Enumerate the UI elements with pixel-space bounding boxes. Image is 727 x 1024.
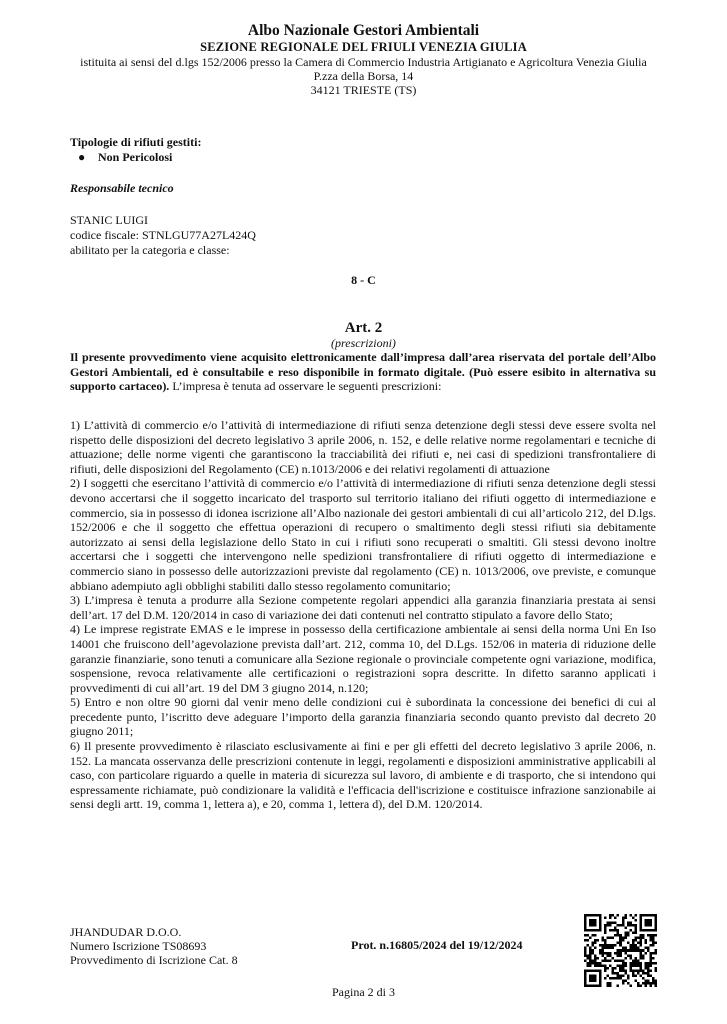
footer-registration: Numero Iscrizione TS08693 — [70, 939, 207, 954]
article-intro-bold: Il presente provvedimento viene acquisito elettronicamente dall’impresa dall’area riservata del portale dell’Albo Gestori Ambientali, ed è consultabile e reso disponibile in formato digitale. (Può essere esibito in alternativa su supporto cartaceo). — [70, 350, 656, 394]
prescription-item: 6) Il presente provvedimento è rilasciato esclusivamente ai fini e per gli effetti del decreto legislativo 3 aprile 2006, n. 152. La mancata osservanza delle prescrizioni contenute in leggi, regolamenti e disposizioni amministrative applicabili al caso, con particolare riguardo a quelle in materia di sicurezza sul lavoro, di ambiente e di trasporto, che si intendono qui espressamente richiamate, può condizionare la validità e l'efficacia dell'iscrizione e costituisce infrazione sanzionabile ai sensi degli artt. 19, comma 1, lettera a), e 20, comma 1, lettera d), del D.M. 120/2014. — [70, 739, 656, 812]
prescription-item: 2) I soggetti che esercitano l’attività di commercio e/o l’attività di intermediazione di rifiuti senza detenzione degli stessi devono accertarsi che il soggetto incaricato del trasporto sul territorio italiano dei rifiuti oggetto di intermediazione e commercio, sia in possesso di idonea iscrizione all’Albo nazionale dei gestori ambientali di cui all’articolo 212, del D.lgs. 152/2006 e che il soggetto che effettua operazioni di recupero o smaltimento degli stessi rifiuti sia debitamente autorizzato ai sensi della legislazione dello Stato in cui i rifiuti sono recuperati o smaltiti. Gli stessi devono inoltre accertarsi che i soggetti che intervengono nelle spedizioni transfrontaliere di rifiuti oggetto di intermediazione e commercio siano in possesso delle autorizzazioni previste dal regolamento (CE) n. 1013/2006, ove previste, e comunque abbiano adempiuto agli obblighi stabiliti dallo stesso regolamento comunitario; — [70, 476, 656, 593]
page-number: Pagina 2 di 3 — [332, 985, 395, 999]
footer-company-block — [70, 925, 238, 968]
header-street: P.zza della Borsa, 14 — [313, 69, 414, 83]
technical-tax-code: codice fiscale: STNLGU77A27L424Q — [70, 228, 256, 242]
header-section: SEZIONE REGIONALE DEL FRIULI VENEZIA GIULIA — [200, 40, 527, 54]
prescription-item: 4) Le imprese registrate EMAS e le imprese in possesso della certificazione ambientale ai sensi della norma Uni En Iso 14001 che fruiscono dell’agevolazione prevista dall’art. 212, comma 10, del D.Lgs. 152/06 in materia di riduzione delle garanzie finanziarie, sono tenuti a comunicare alla Sezione regionale o provinciale competente ogni variazione, modifica, sospensione, revoca relativamente alle certificazioni o registrazioni sopra descritte. In difetto saranno applicati i provvedimenti di cui all’art. 19 del DM 3 giugno 2014, n.120; — [70, 622, 656, 695]
prescription-item: 5) Entro e non oltre 90 giorni dal venir meno delle condizioni cui è subordinata la concessione dei benefici di cui al precedente punto, l’iscritto deve adeguare l’importo della garanzia finanziaria secondo quanto previsto dal decreto 20 giugno 2011; — [70, 695, 656, 739]
header-institution: istituita ai sensi del d.lgs 152/2006 presso la Camera di Commercio Industria Artigianato e Agricoltura Venezia Giulia — [80, 55, 647, 69]
technical-heading: Responsabile tecnico — [70, 181, 174, 195]
category-class: 8 - C — [351, 273, 376, 287]
header-city: 34121 TRIESTE (TS) — [310, 83, 417, 97]
article-intro-rest: L’impresa è tenuta ad osservare le seguenti prescrizioni: — [169, 379, 442, 394]
header-title: Albo Nazionale Gestori Ambientali — [247, 22, 480, 39]
qr-code-icon — [584, 914, 657, 987]
article-subtitle: (prescrizioni) — [331, 336, 396, 350]
prescription-item: 3) L’impresa è tenuta a produrre alla Sezione competente regolari appendici alla garanzia finanziaria prestata ai sensi dell’art. 17 del D.M. 120/2014 in caso di variazione dei dati contenuti nel contratto stipulato a favore dello Stato; — [70, 593, 656, 622]
footer-protocol: Prot. n.16805/2024 del 19/12/2024 — [351, 938, 523, 952]
footer-company: JHANDUDAR D.O.O. — [70, 925, 182, 939]
article-intro — [70, 350, 656, 394]
prescription-item: 1) L’attività di commercio e/o l’attività di intermediazione di rifiuti senza detenzione degli stessi deve essere svolta nel rispetto delle disposizioni del decreto legislativo 3 aprile 2006, n. 152, e delle relative norme regolamentari e tecniche di attuazione; delle norme vigenti che garantiscono la tracciabilità dei rifiuti e, nei casi di spedizioni transfrontaliere di rifiuti, delle disposizioni del Regolamento (CE) n.1013/2006 e dei relativi regolamenti di attuazione — [70, 418, 656, 476]
bullet-icon: ● — [78, 150, 86, 164]
prescriptions-list — [70, 418, 656, 812]
waste-types-label: Tipologie di rifiuti gestiti: — [70, 135, 202, 149]
waste-type-item: Non Pericolosi — [98, 150, 173, 164]
technical-name: STANIC LUIGI — [70, 213, 149, 227]
article-title: Art. 2 — [344, 320, 383, 336]
technical-qualified: abilitato per la categoria e classe: — [70, 243, 230, 257]
footer-provision: Provvedimento di Iscrizione Cat. 8 — [70, 953, 238, 968]
